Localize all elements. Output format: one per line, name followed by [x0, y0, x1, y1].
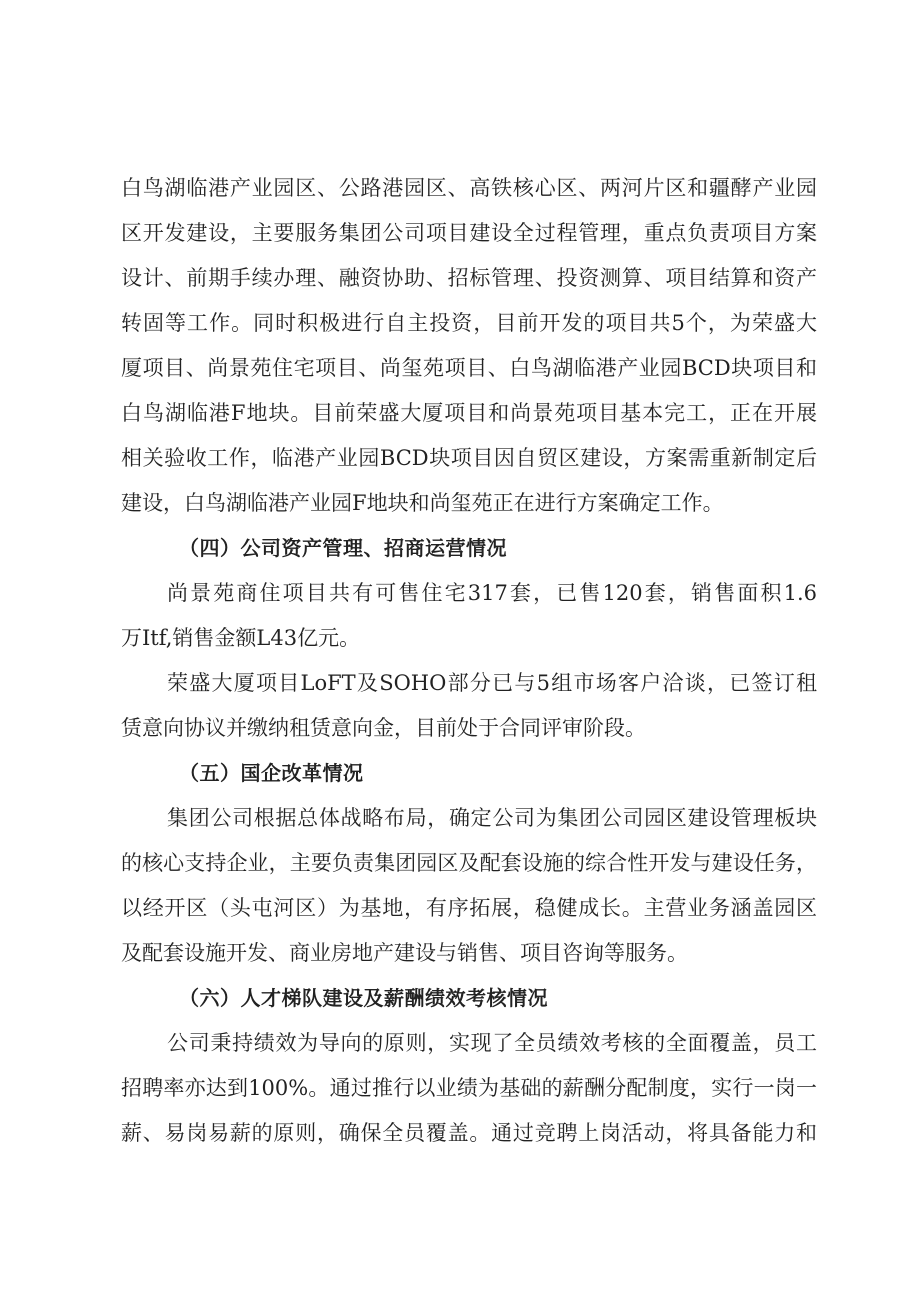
text-line: 尚景苑商住项目共有可售住宅317套，已售120套，销售面积1.6 [167, 581, 817, 605]
text-line: 及配套设施开发、商业房地产建设与销售、项目咨询等服务。 [121, 941, 688, 965]
section-heading-talent: （六）人才梯队建设及薪酬绩效考核情况 [179, 986, 548, 1010]
text-line: 万Itf,销售金额L43亿元。 [121, 626, 361, 650]
paragraph-performance [121, 1021, 817, 1156]
text-line: 公司秉持绩效为导向的原则，实现了全员绩效考核的全面覆盖，员工 [167, 1031, 817, 1055]
section-heading-assets: （四）公司资产管理、招商运营情况 [179, 536, 507, 560]
text-line: 区开发建设，主要服务集团公司项目建设全过程管理，重点负责项目方案 [121, 221, 817, 245]
text-line: 集团公司根据总体战略布局，确定公司为集团公司园区建设管理板块 [167, 806, 817, 830]
section-heading-reform: （五）国企改革情况 [179, 761, 364, 785]
text-line: 设计、前期手续办理、融资协助、招标管理、投资测算、项目结算和资产 [121, 266, 817, 290]
text-line: 赁意向协议并缴纳租赁意向金，目前处于合同评审阶段。 [121, 716, 646, 740]
text-line: 以经开区（头屯河区）为基地，有序拓展，稳健成长。主营业务涵盖园区 [121, 896, 817, 920]
paragraph-sales [121, 571, 817, 661]
paragraph-leasing [121, 661, 817, 751]
text-line: 厦项目、尚景苑住宅项目、尚玺苑项目、白鸟湖临港产业园BCD块项目和 [121, 356, 817, 380]
text-line: 相关验收工作，临港产业园BCD块项目因自贸区建设，方案需重新制定后 [121, 446, 817, 470]
text-line: 的核心支持企业，主要负责集团园区及配套设施的综合性开发与建设任务， [121, 851, 817, 875]
paragraph-reform [121, 796, 817, 976]
text-line: 薪、易岗易薪的原则，确保全员覆盖。通过竞聘上岗活动，将具备能力和 [121, 1121, 817, 1145]
paragraph-project-development [121, 166, 817, 526]
text-line: 荣盛大厦项目LoFT及SOHO部分已与5组市场客户洽谈，已签订租 [167, 671, 817, 695]
text-line: 建设，白鸟湖临港产业园F地块和尚玺苑正在进行方案确定工作。 [121, 491, 724, 515]
text-line: 白鸟湖临港产业园区、公路港园区、高铁核心区、两河片区和疆酵产业园 [121, 176, 817, 200]
document-page [121, 166, 817, 1156]
text-line: 白鸟湖临港F地块。目前荣盛大厦项目和尚景苑项目基本完工，正在开展 [121, 401, 817, 425]
text-line: 招聘率亦达到100%。通过推行以业绩为基础的薪酬分配制度，实行一岗一 [121, 1076, 817, 1100]
text-line: 转固等工作。同时积极进行自主投资，目前开发的项目共5个，为荣盛大 [121, 311, 817, 335]
